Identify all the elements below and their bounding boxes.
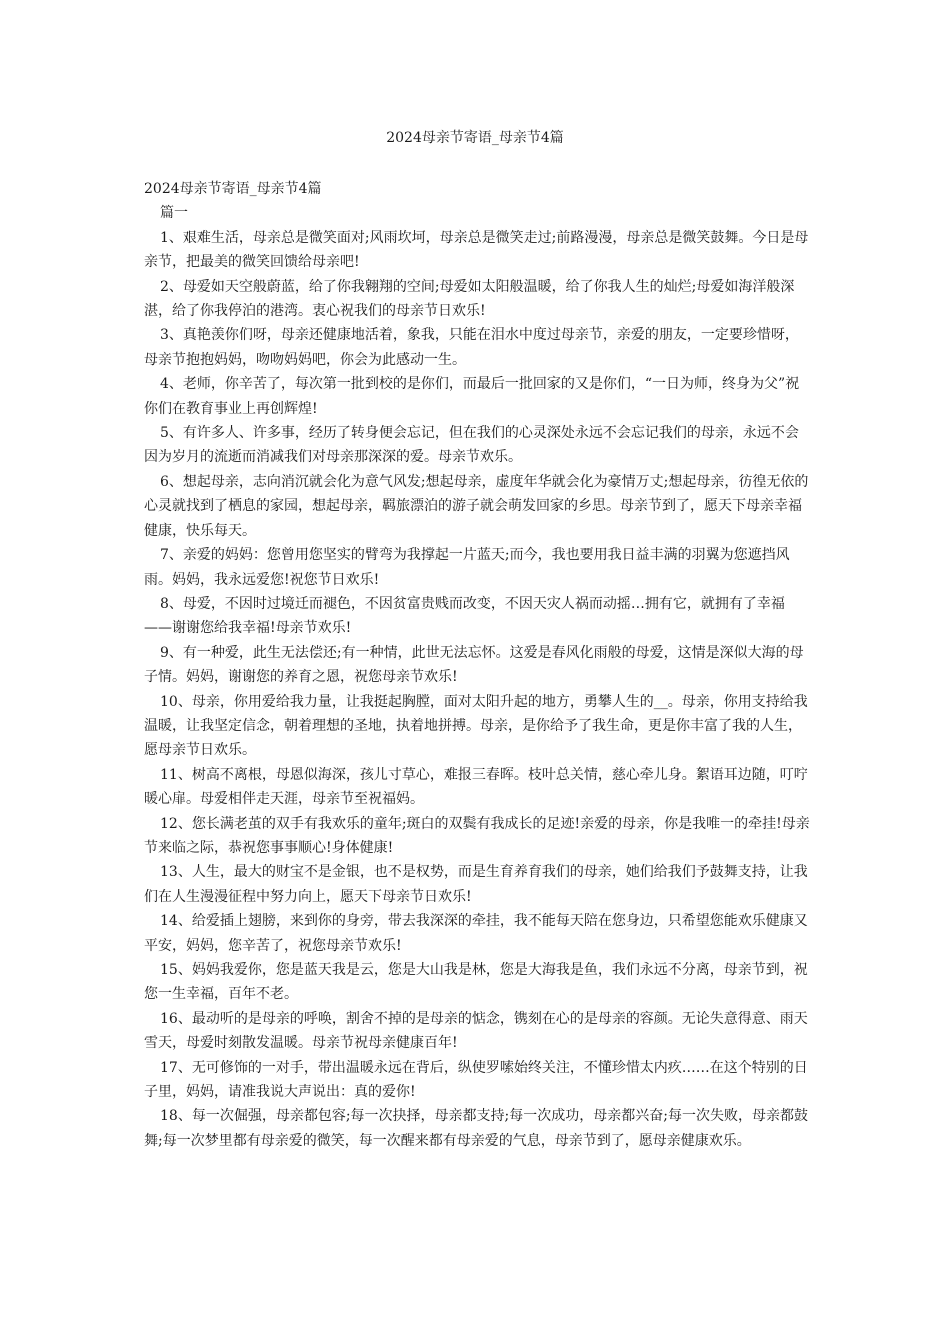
paragraph-5: 5、有许多人、许多事，经历了转身便会忘记，但在我们的心灵深处永远不会忘记我们的母亲，永远不会因为岁月的流逝而消减我们对母亲那深深的爱。母亲节欢乐。 xyxy=(144,425,799,466)
paragraph-14: 14、给爱插上翅膀，来到你的身旁，带去我深深的牵挂，我不能每天陪在您身边，只希望您能欢乐健康又平安，妈妈，您辛苦了，祝您母亲节欢乐! xyxy=(144,913,808,954)
document-subtitle: 2024母亲节寄语_母亲节4篇 xyxy=(144,181,322,197)
paragraph-8: 8、母爱，不因时过境迁而褪色，不因贫富贵贱而改变，不因天灾人祸而动摇…拥有它，就拥有了幸福——谢谢您给我幸福!母亲节欢乐! xyxy=(144,595,785,637)
paragraph-4: 4、老师，你辛苦了，每次第一批到校的是你们，而最后一批回家的又是你们，“一日为师，终身为父”祝你们在教育事业上再创辉煌! xyxy=(144,376,800,417)
paragraph-18: 18、每一次倔强，母亲都包容;每一次抉择，母亲都支持;每一次成功，母亲都兴奋;每一次失败，母亲都鼓舞;每一次梦里都有母亲爱的微笑，每一次醒来都有母亲爱的气息，母亲节到了，愿母亲健康欢乐。 xyxy=(144,1108,808,1149)
paragraph-7: 7、亲爱的妈妈：您曾用您坚实的臂弯为我撑起一片蓝天;而今，我也要用我日益丰满的羽翼为您遮挡风雨。妈妈，我永远爱您!祝您节日欢乐! xyxy=(144,547,790,588)
paragraph-16: 16、最动听的是母亲的呼唤，割舍不掉的是母亲的惦念，镌刻在心的是母亲的容颜。无论失意得意、雨天雪天，母爱时刻散发温暖。母亲节祝母亲健康百年! xyxy=(144,1010,808,1052)
paragraph-1: 1、艰难生活，母亲总是微笑面对;风雨坎坷，母亲总是微笑走过;前路漫漫，母亲总是微笑鼓舞。今日是母亲节，把最美的微笑回馈给母亲吧! xyxy=(144,229,809,271)
paragraph-10: 10、母亲，你用爱给我力量，让我挺起胸膛，面对太阳升起的地方，勇攀人生的__。母亲，你用支持给我温暖，让我坚定信念，朝着理想的圣地，执着地拼搏。母亲，是你给予了我生命，更是你丰富了我的人生，愿母亲节日欢乐。 xyxy=(144,693,808,759)
paragraph-17: 17、无可修饰的一对手，带出温暖永远在背后，纵使罗嗦始终关注，不懂珍惜太内疚……在这个特别的日子里，妈妈，请准我说大声说出：真的爱你! xyxy=(144,1059,808,1101)
document-body xyxy=(144,177,812,1153)
page-title: 2024母亲节寄语_母亲节4篇 xyxy=(386,130,564,146)
section-label: 篇一 xyxy=(160,205,188,222)
paragraph-13: 13、人生，最大的财宝不是金银，也不是权势，而是生育养育我们的母亲，她们给我们予鼓舞支持，让我们在人生漫漫征程中努力向上，愿天下母亲节日欢乐! xyxy=(144,864,808,905)
paragraph-2: 2、母爱如天空般蔚蓝，给了你我翱翔的空间;母爱如太阳般温暖，给了你我人生的灿烂;母爱如海洋般深湛，给了你我停泊的港湾。衷心祝我们的母亲节日欢乐! xyxy=(144,278,795,320)
paragraph-6: 6、想起母亲，志向消沉就会化为意气风发;想起母亲，虚度年华就会化为豪情万丈;想起母亲，彷徨无依的心灵就找到了栖息的家园，想起母亲，羁旅漂泊的游子就会萌发回家的乡思。母亲节到了，愿天下母亲幸福健康，快乐每天。 xyxy=(144,473,809,539)
paragraph-9: 9、有一种爱，此生无法偿还;有一种情，此世无法忘怀。这爱是春风化雨般的母爱，这情是深似大海的母子情。妈妈，谢谢您的养育之恩，祝您母亲节欢乐! xyxy=(144,644,804,686)
paragraph-12: 12、您长满老茧的双手有我欢乐的童年;斑白的双鬓有我成长的足迹!亲爱的母亲，你是我唯一的牵挂!母亲节来临之际，恭祝您事事顺心!身体健康! xyxy=(144,815,810,856)
paragraph-15: 15、妈妈我爱你，您是蓝天我是云，您是大山我是林，您是大海我是鱼，我们永远不分离，母亲节到，祝您一生幸福，百年不老。 xyxy=(144,962,808,1003)
paragraph-11: 11、树高不离根，母恩似海深，孩儿寸草心，难报三春晖。枝叶总关情，慈心牵儿身。絮语耳边随，叮咛暖心扉。母爱相伴走天涯，母亲节至祝福妈。 xyxy=(144,766,808,808)
paragraph-3: 3、真艳羡你们呀，母亲还健康地活着，象我，只能在泪水中度过母亲节，亲爱的朋友，一定要珍惜呀，母亲节抱抱妈妈，吻吻妈妈吧，你会为此感动一生。 xyxy=(144,327,799,368)
